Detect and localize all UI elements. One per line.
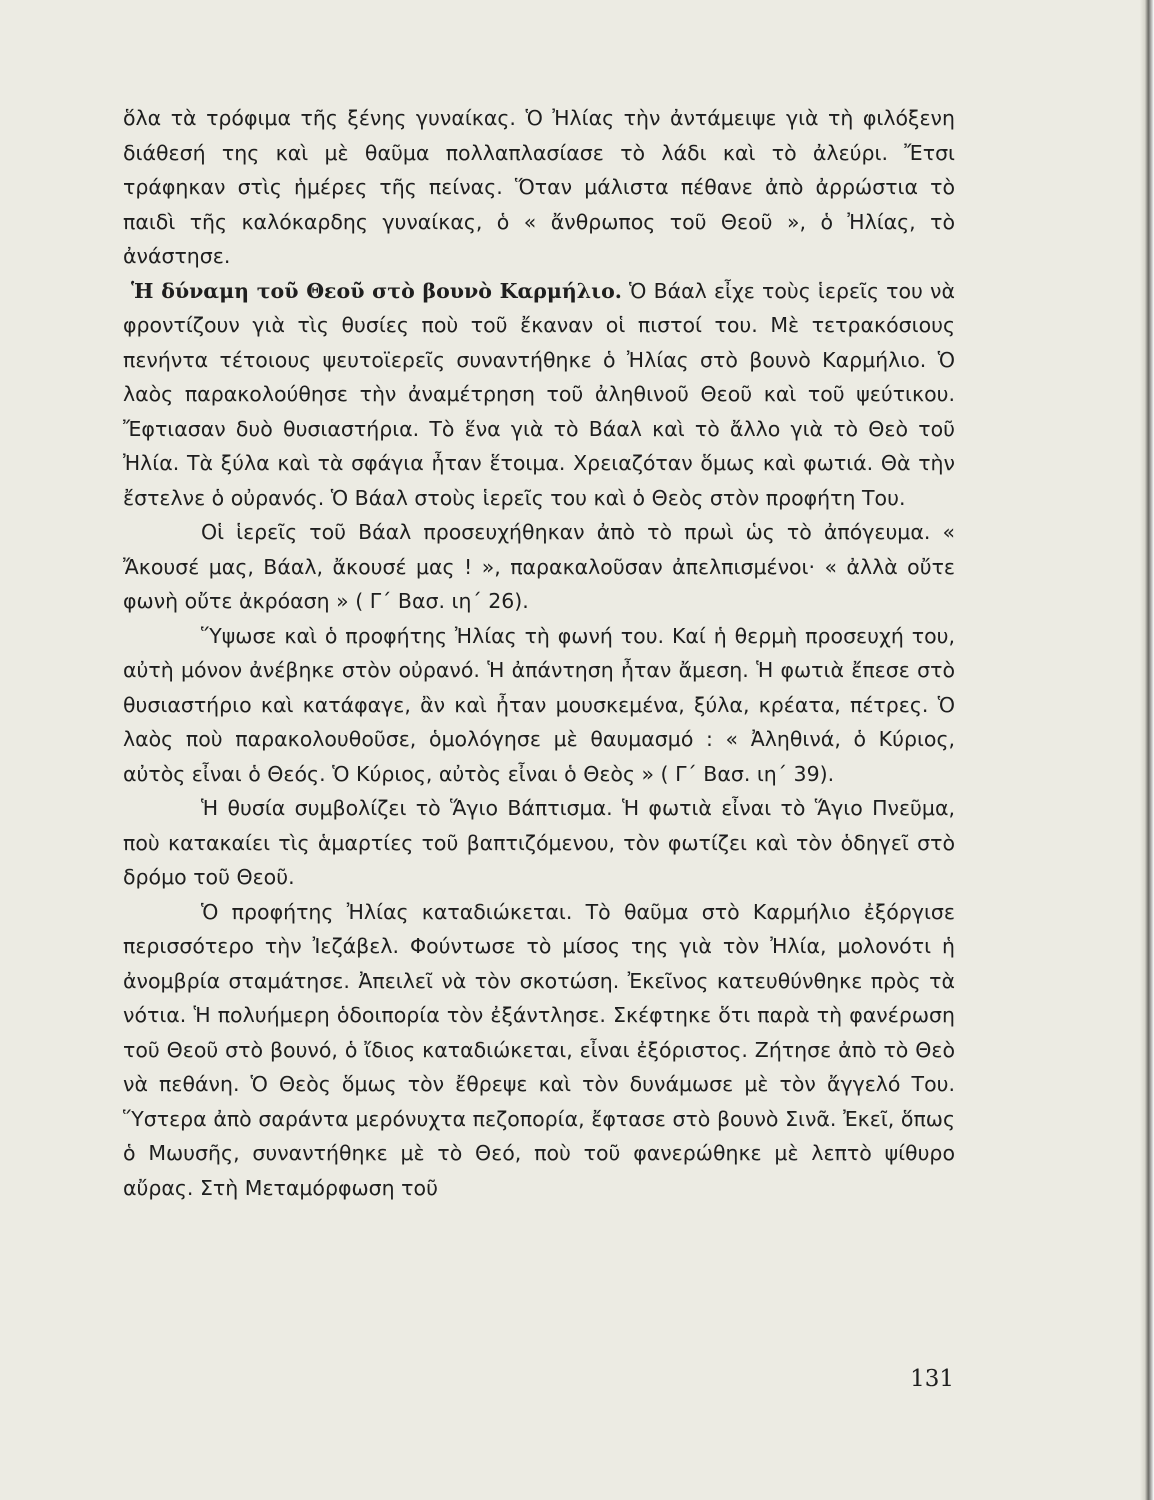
- body-text: [123, 101, 955, 1205]
- paragraph-2: [123, 274, 955, 516]
- paragraph-2-text: Ὁ Βάαλ εἶχε τοὺς ἱερεῖς του νὰ φροντίζουν γιὰ τὶς θυσίες ποὺ τοῦ ἔκαναν οἱ πιστοί του. Μὲ τετρακόσιους πενήντα τέτοιους ψευτοϊερεῖς συναντήθηκε ὁ Ἠλίας στὸ βουνὸ Καρμήλιο. Ὁ λαὸς παρακολούθησε τὴν ἀναμέτρηση τοῦ ἀληθινοῦ Θεοῦ καὶ τοῦ ψεύτικου. Ἔφτιασαν δυὸ θυσιαστήρια. Τὸ ἕνα γιὰ τὸ Βάαλ καὶ τὸ ἄλλο γιὰ τὸ Θεὸ τοῦ Ἠλία. Τὰ ξύλα καὶ τὰ σφάγια ἦταν ἕτοιμα. Χρειαζόταν ὅμως καὶ φωτιά. Θὰ τὴν ἔστελνε ὁ οὐρανός. Ὁ Βάαλ στοὺς ἱερεῖς του καὶ ὁ Θεὸς στὸν προφήτη Του.: [123, 278, 955, 510]
- paragraph-6: Ὁ προφήτης Ἠλίας καταδιώκεται. Τὸ θαῦμα στὸ Καρμήλιο ἐξόργισε περισσότερο τὴν Ἰεζάβελ. Φούντωσε τὸ μίσος της γιὰ τὸν Ἠλία, μολονότι ἡ ἀνομβρία σταμάτησε. Ἀπειλεῖ νὰ τὸν σκοτώση. Ἐκεῖνος κατευθύνθηκε πρὸς τὰ νότια. Ἡ πολυήμερη ὁδοιπορία τὸν ἐξάντλησε. Σκέφτηκε ὅτι παρὰ τὴ φανέρωση τοῦ Θεοῦ στὸ βουνό, ὁ ἴδιος καταδιώκεται, εἶναι ἐξόριστος. Ζήτησε ἀπὸ τὸ Θεὸ νὰ πεθάνη. Ὁ Θεὸς ὅμως τὸν ἔθρεψε καὶ τὸν δυνάμωσε μὲ τὸν ἄγγελό Του. Ὕστερα ἀπὸ σαράντα μερόνυχτα πεζοπορία, ἔφτασε στὸ βουνὸ Σινᾶ. Ἐκεῖ, ὅπως ὁ Μωυσῆς, συναντήθηκε μὲ τὸ Θεό, ποὺ τοῦ φανερώθηκε μὲ λεπτὸ ψίθυρο αὔρας. Στὴ Μεταμόρφωση τοῦ: [123, 899, 955, 1200]
- paragraph-3: Οἱ ἱερεῖς τοῦ Βάαλ προσευχήθηκαν ἀπὸ τὸ πρωὶ ὡς τὸ ἀπόγευμα. « Ἄκουσέ μας, Βάαλ, ἄκουσέ μας ! », παρακαλοῦσαν ἀπελπισμένοι· « ἀλλὰ οὔτε φωνὴ οὔτε ἀκρόαση » ( Γ΄ Βασ. ιη΄ 26).: [123, 520, 955, 613]
- paragraph-1: ὅλα τὰ τρόφιμα τῆς ξένης γυναίκας. Ὁ Ἠλίας τὴν ἀντάμειψε γιὰ τὴ φιλόξενη διάθεσή της καὶ μὲ θαῦμα πολλαπλασίασε τὸ λάδι καὶ τὸ ἀλεύρι. Ἔτσι τράφηκαν στὶς ἡμέρες τῆς πείνας. Ὅταν μάλιστα πέθανε ἀπὸ ἀρρώστια τὸ παιδὶ τῆς καλόκαρδης γυναίκας, ὁ « ἄνθρωπος τοῦ Θεοῦ », ὁ Ἠλίας, τὸ ἀνάστησε.: [123, 106, 955, 268]
- section-heading: Ἡ δύναμη τοῦ Θεοῦ στὸ βουνὸ Καρμήλιο.: [131, 278, 622, 303]
- page-number: 131: [910, 1366, 954, 1392]
- paragraph-4: Ὕψωσε καὶ ὁ προφήτης Ἠλίας τὴ φωνή του. Καί ἡ θερμὴ προσευχή του, αὐτὴ μόνον ἀνέβηκε στὸν οὐρανό. Ἡ ἀπάντηση ἦταν ἄμεση. Ἡ φωτιὰ ἔπεσε στὸ θυσιαστήριο καὶ κατάφαγε, ἂν καὶ ἦταν μουσκεμένα, ξύλα, κρέατα, πέτρες. Ὁ λαὸς ποὺ παρακολουθοῦσε, ὁμολόγησε μὲ θαυμασμό : « Ἀληθινά, ὁ Κύριος, αὐτὸς εἶναι ὁ Θεός. Ὁ Κύριος, αὐτὸς εἶναι ὁ Θεὸς » ( Γ΄ Βασ. ιη΄ 39).: [123, 623, 955, 786]
- page-edge-shadow: [1140, 0, 1154, 1500]
- paragraph-5: Ἡ θυσία συμβολίζει τὸ Ἅγιο Βάπτισμα. Ἡ φωτιὰ εἶναι τὸ Ἅγιο Πνεῦμα, ποὺ κατακαίει τὶς ἁμαρτίες τοῦ βαπτιζόμενου, τὸν φωτίζει καὶ τὸν ὁδηγεῖ στὸ δρόμο τοῦ Θεοῦ.: [123, 796, 955, 889]
